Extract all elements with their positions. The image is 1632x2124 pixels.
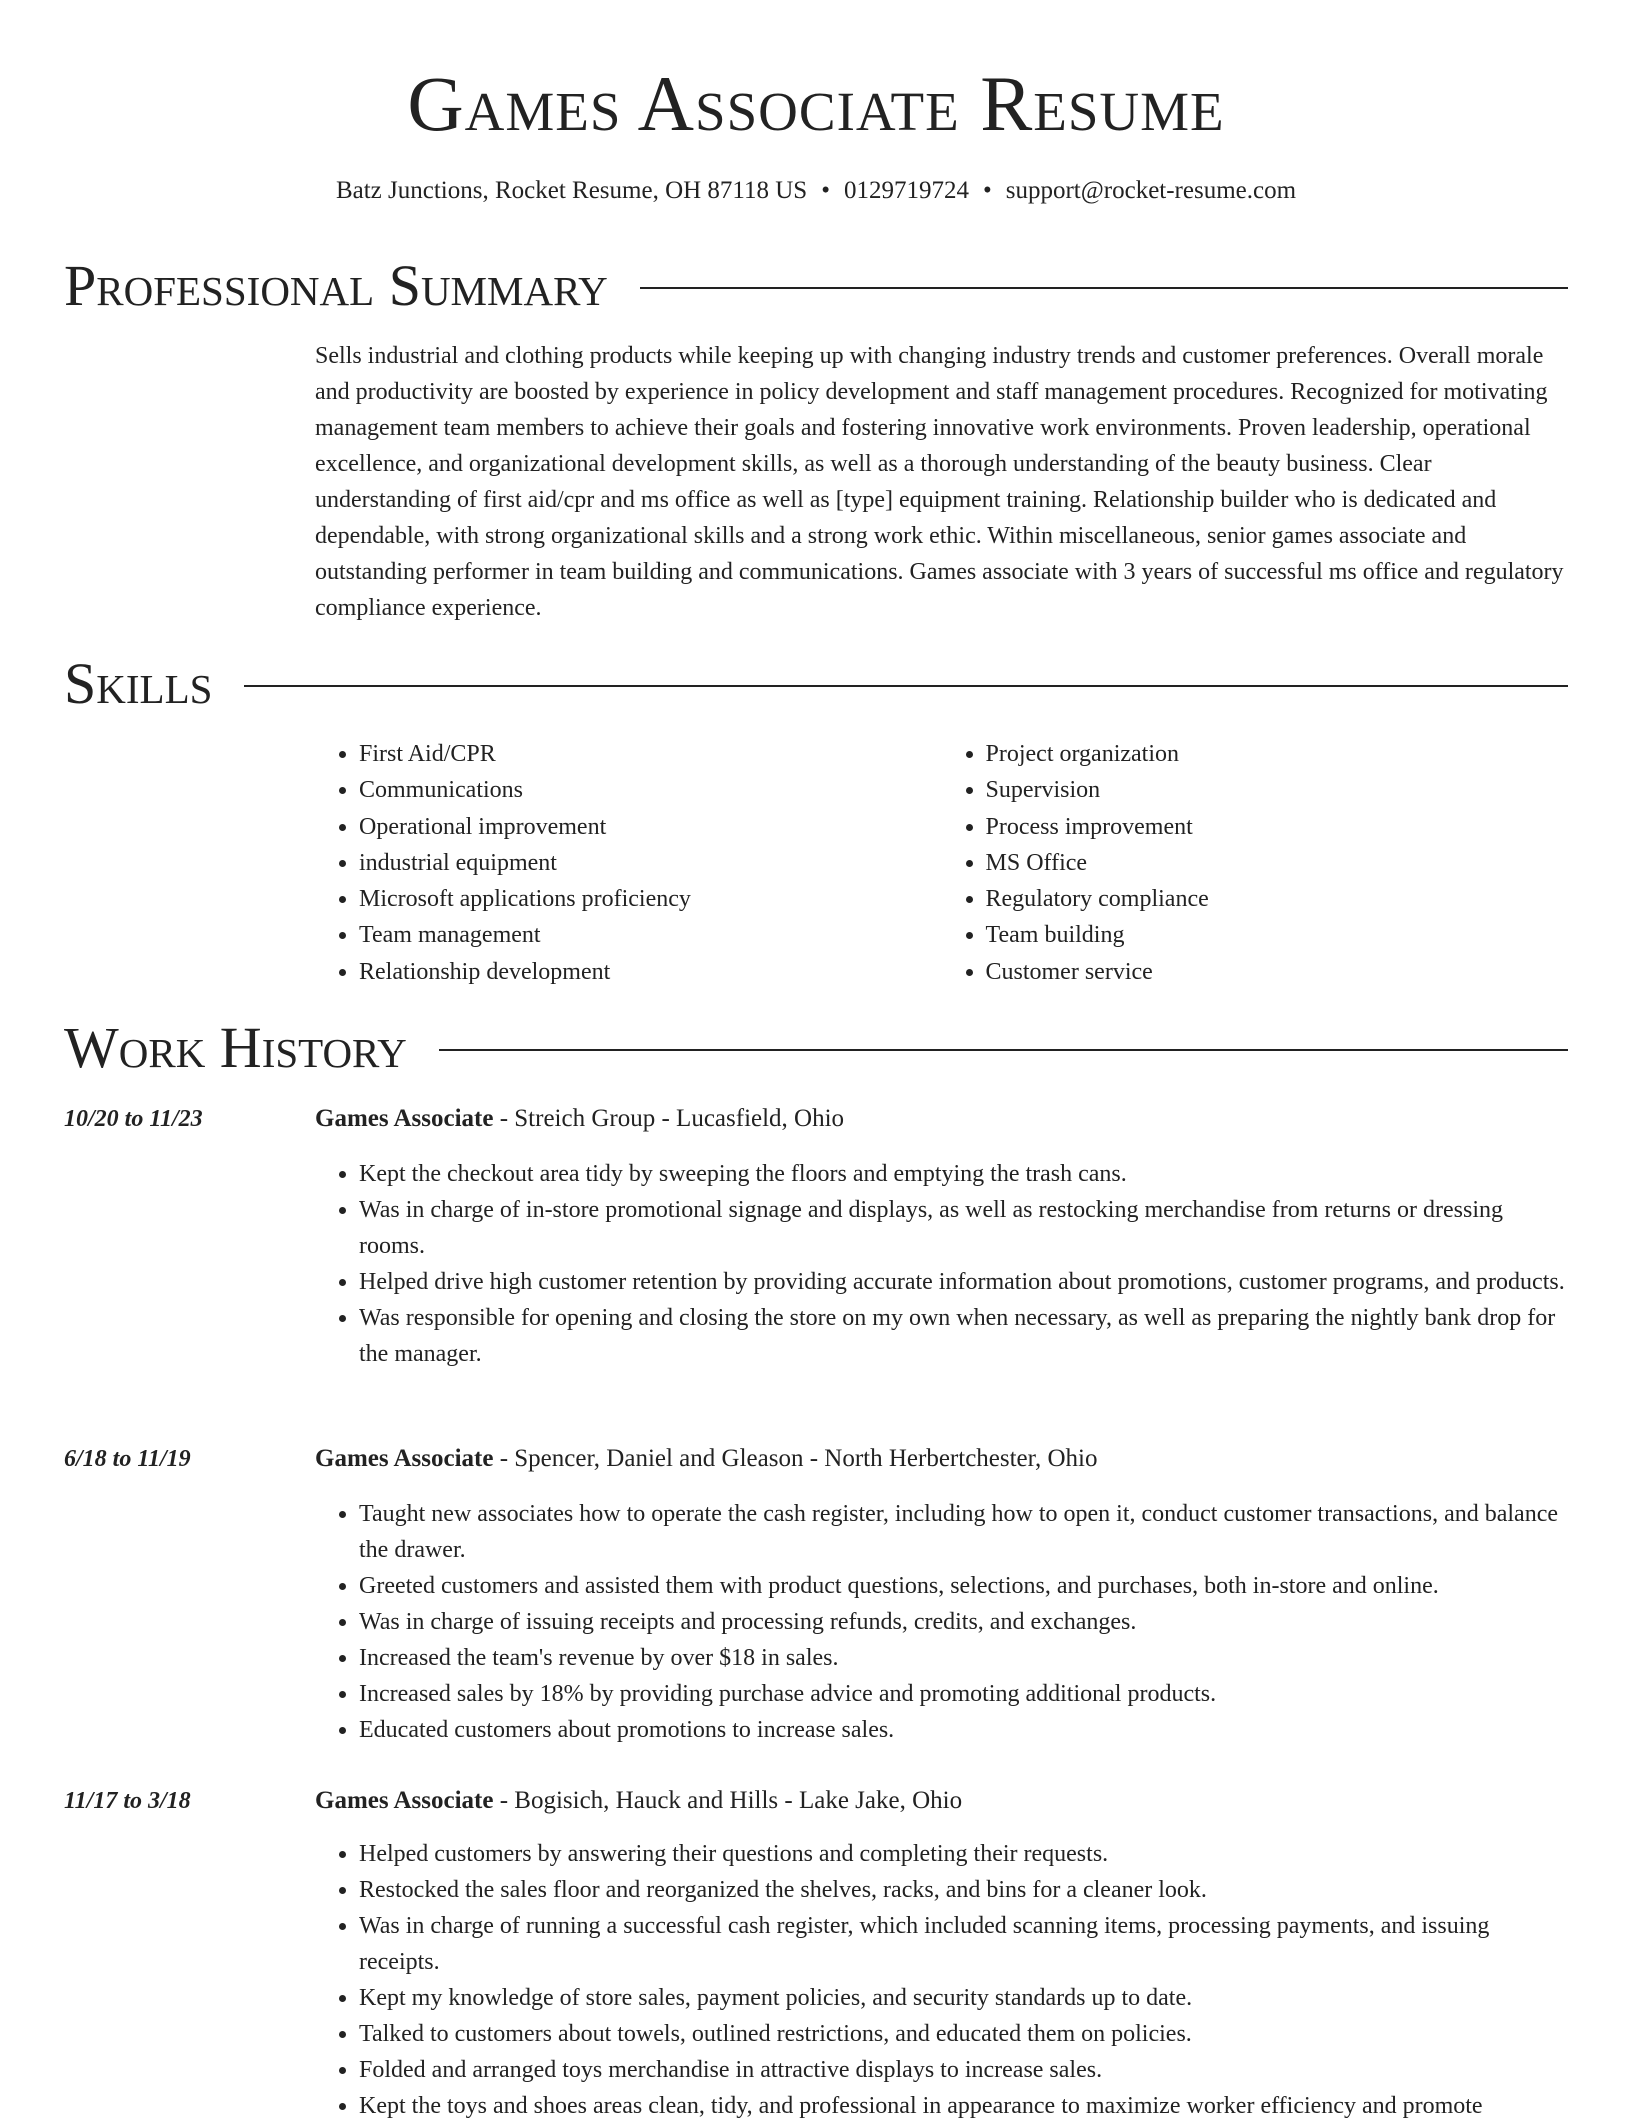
skill-item: • Project organization — [986, 736, 1569, 772]
resume-title: Games Associate Resume — [407, 60, 1225, 147]
skill-item: • Supervision — [986, 772, 1569, 808]
section-header-work — [64, 1016, 1568, 1080]
duty-item: • Kept the checkout area tidy by sweeping the floors and emptying the trash cans. — [359, 1156, 1568, 1192]
duty-item: • Restocked the sales floor and reorganized the shelves, racks, and bins for a cleaner look. — [359, 1872, 1568, 1908]
duty-item: • Kept the toys and shoes areas clean, tidy, and professional in appearance to maximize worker efficiency and promote — [359, 2088, 1568, 2124]
duty-item: • Was responsible for opening and closing the store on my own when necessary, as well as preparing the nightly bank drop for the manager. — [359, 1300, 1568, 1372]
skill-item: • First Aid/CPR — [359, 736, 942, 772]
skill-item: • Team management — [359, 917, 942, 953]
job-title: Games Associate — [315, 1787, 494, 1814]
duty-item: • Was in charge of running a successful cash register, which included scanning items, processing payments, and issuing receipts. — [359, 1908, 1568, 1980]
duty-item: • Helped customers by answering their questions and completing their requests. — [359, 1836, 1568, 1872]
duty-item: • Kept my knowledge of store sales, payment policies, and security standards up to date. — [359, 1980, 1568, 2016]
skills-column-right — [942, 736, 1569, 990]
duty-item: • Increased sales by 18% by providing purchase advice and promoting additional products. — [359, 1676, 1568, 1712]
job-duties — [315, 1156, 1568, 1372]
job-title: Games Associate — [315, 1105, 494, 1132]
job-heading — [315, 1784, 1568, 1818]
job-heading — [315, 1102, 1568, 1136]
section-title-skills: Skills — [64, 651, 213, 716]
contact-separator: • — [821, 177, 830, 204]
contact-separator: • — [982, 177, 992, 204]
job-dates: 10/20 to 11/23 — [64, 1106, 203, 1132]
summary-text: Sells industrial and clothing products while keeping up with changing industry trends and customer preferences. Overall morale and productivity are boosted by experience in policy development and staff management procedures. Recognized for motivating management team members to achieve their goals and fostering innovative work environments. Proven leadership, operational excellence, and organizational development skills, as well as a thorough understanding of the beauty business. Clear understanding of first aid/cpr and ms office as well as [type] equipment training. Relationship builder who is dedicated and dependable, with strong organizational skills and a strong work ethic. Within miscellaneous, senior games associate and outstanding performer in team building and communications. Games associate with 3 years of successful ms office and regulatory compliance experience. — [315, 343, 1564, 621]
skill-item: • industrial equipment — [359, 845, 942, 881]
skill-item: • Team building — [986, 917, 1569, 953]
skill-item: • Relationship development — [359, 954, 942, 990]
duty-item: • Greeted customers and assisted them with product questions, selections, and purchases, both in-store and online. — [359, 1568, 1568, 1604]
duty-item: • Talked to customers about towels, outlined restrictions, and educated them on policies. — [359, 2016, 1568, 2052]
skills-column-left — [315, 736, 942, 990]
job-dates: 11/17 to 3/18 — [64, 1788, 191, 1814]
contact-address: Batz Junctions, Rocket Resume, OH 87118 US — [335, 177, 808, 204]
job-company: - Spencer, Daniel and Gleason - North Herbertchester, Ohio — [493, 1445, 1098, 1472]
skill-item: • Process improvement — [986, 809, 1569, 845]
skill-item: • Microsoft applications proficiency — [359, 881, 942, 917]
job-duties — [315, 1836, 1568, 2124]
job-title: Games Associate — [315, 1445, 494, 1472]
skill-item: • Regulatory compliance — [986, 881, 1569, 917]
duty-item: • Taught new associates how to operate the cash register, including how to open it, conduct customer transactions, and balance the drawer. — [359, 1496, 1568, 1568]
section-title-summary: Professional Summary — [64, 253, 608, 318]
section-divider — [640, 287, 1568, 289]
skills-list — [315, 736, 1568, 990]
duty-item: • Increased the team's revenue by over $18 in sales. — [359, 1640, 1568, 1676]
section-header-skills — [64, 652, 1568, 716]
section-divider — [439, 1049, 1568, 1051]
job-heading — [315, 1442, 1568, 1476]
job-company: - Bogisich, Hauck and Hills - Lake Jake, Ohio — [493, 1787, 963, 1814]
job-duties — [315, 1496, 1568, 1748]
skill-item: • MS Office — [986, 845, 1569, 881]
contact-phone: 0129719724 — [843, 177, 969, 204]
skill-item: • Operational improvement — [359, 809, 942, 845]
job-company: - Streich Group - Lucasfield, Ohio — [493, 1105, 845, 1132]
skill-item: • Customer service — [986, 954, 1569, 990]
duty-item: • Educated customers about promotions to increase sales. — [359, 1712, 1568, 1748]
duty-item: • Was in charge of issuing receipts and processing refunds, credits, and exchanges. — [359, 1604, 1568, 1640]
duty-item: • Folded and arranged toys merchandise in attractive displays to increase sales. — [359, 2052, 1568, 2088]
job-dates: 6/18 to 11/19 — [64, 1446, 191, 1472]
duty-item: • Was in charge of in-store promotional signage and displays, as well as restocking merchandise from returns or dressing rooms. — [359, 1192, 1568, 1264]
section-divider — [244, 685, 1568, 687]
contact-line — [0, 174, 1632, 208]
section-header-summary — [64, 254, 1568, 318]
contact-email: support@rocket-resume.com — [1005, 177, 1297, 204]
duty-item: • Helped drive high customer retention by providing accurate information about promotions, customer programs, and products. — [359, 1264, 1568, 1300]
section-title-work: Work History — [64, 1015, 407, 1080]
skill-item: • Communications — [359, 772, 942, 808]
